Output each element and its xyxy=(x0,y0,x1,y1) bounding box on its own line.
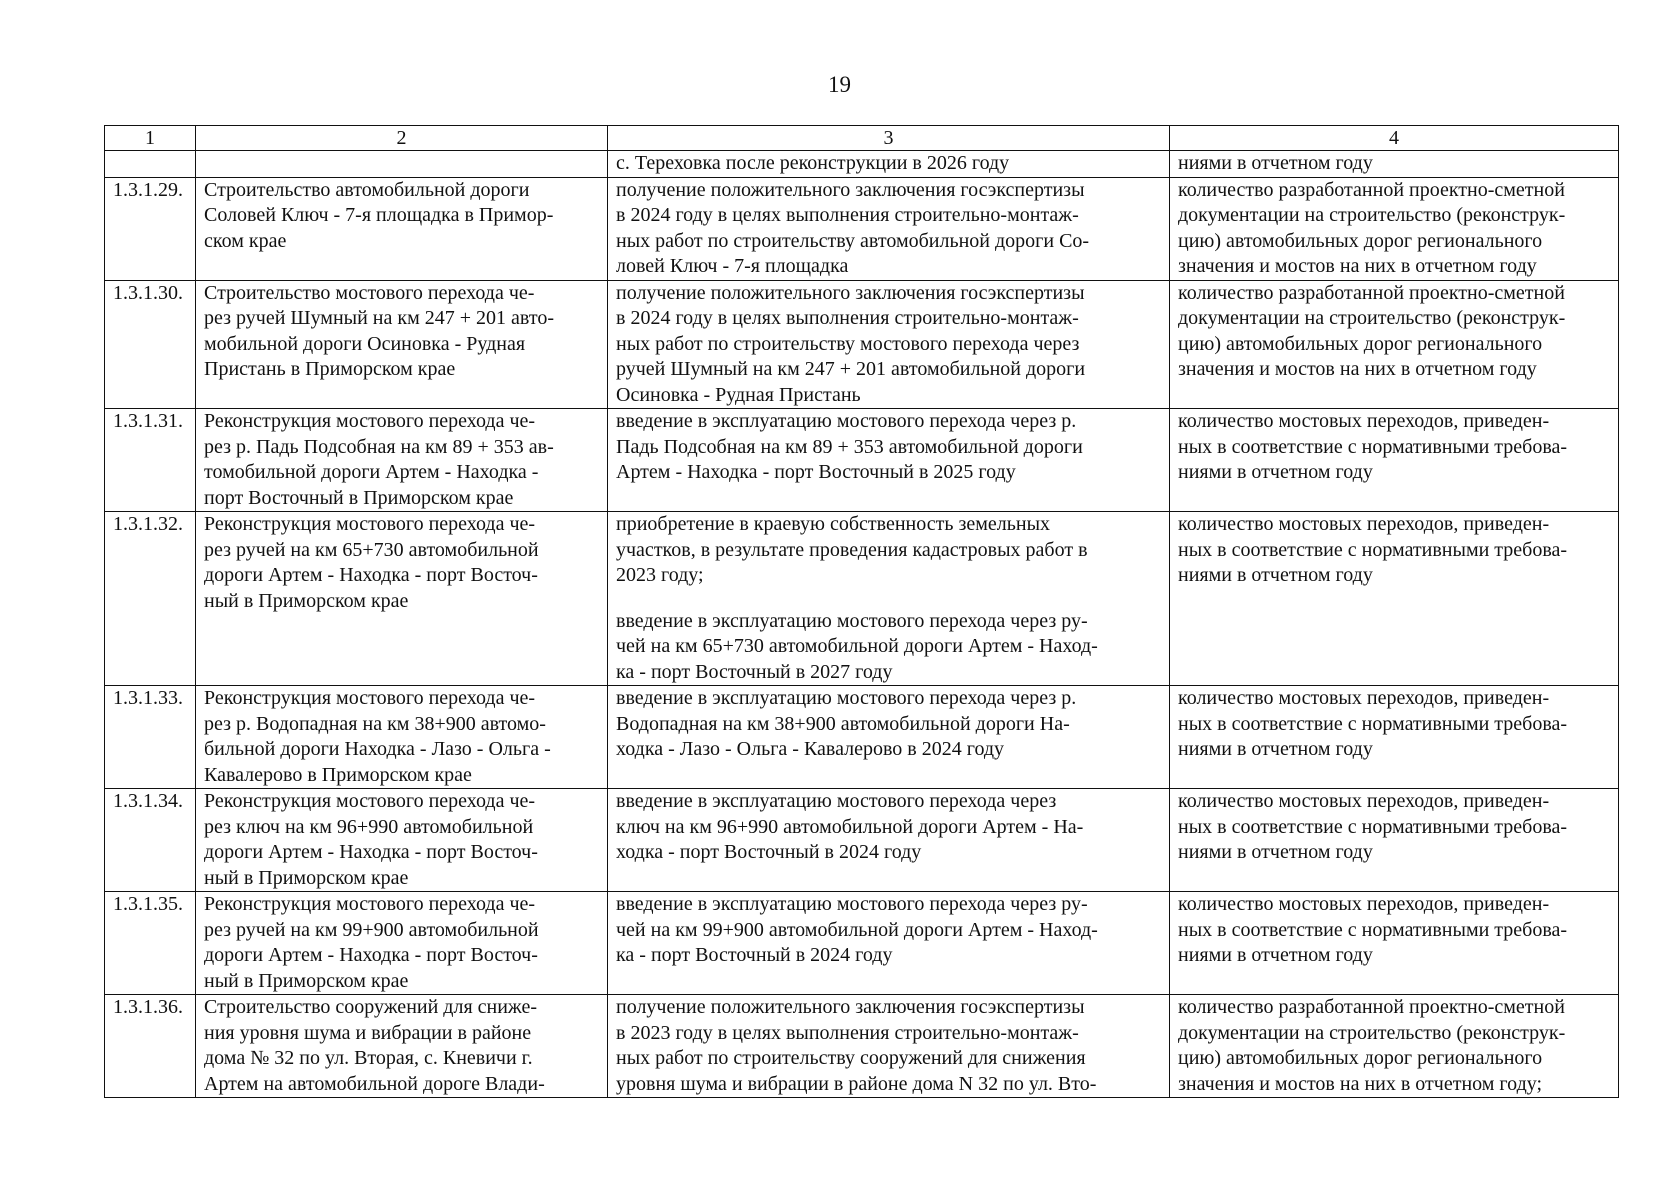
result-line: чей на км 99+900 автомобильной дороги Артем - Наход- xyxy=(616,918,1098,941)
result-line: уровня шума и вибрации в районе дома N 32 по ул. Вто- xyxy=(616,1072,1097,1095)
result-line: получение положительного заключения госэкспертизы xyxy=(616,281,1085,304)
measure-name-line: ния уровня шума и вибрации в районе xyxy=(204,1021,532,1044)
table-row xyxy=(105,995,1619,1098)
result-line: Артем - Находка - порт Восточный в 2025 году xyxy=(616,461,1016,483)
result-line: получение положительного заключения госэкспертизы xyxy=(616,996,1085,1018)
indicator-line: цию) автомобильных дорог регионального xyxy=(1178,332,1543,355)
result-cell xyxy=(608,995,1170,1098)
indicator-line: ниями в отчетном году xyxy=(1178,152,1373,174)
result-cell xyxy=(608,177,1170,280)
measure-name-cell xyxy=(196,892,608,995)
indicator-cell xyxy=(1170,686,1619,789)
result-cell xyxy=(608,686,1170,789)
measure-name-line: Реконструкция мостового перехода че- xyxy=(204,687,536,709)
measure-name-cell xyxy=(196,686,608,789)
result-line: чей на км 65+730 автомобильной дороги Артем - Наход- xyxy=(616,635,1098,657)
measure-name-line: ный в Приморском крае xyxy=(204,589,409,612)
result-cell xyxy=(608,892,1170,995)
measure-name-line: Реконструкция мостового перехода че- xyxy=(204,513,536,535)
measure-name-line: томобильной дороги Артем - Находка - xyxy=(204,461,539,483)
row-number: 1.3.1.30. xyxy=(105,280,196,409)
indicator-cell xyxy=(1170,409,1619,512)
indicator-line: ных в соответствие с нормативными требова- xyxy=(1178,435,1568,458)
indicator-cell xyxy=(1170,789,1619,892)
result-line: получение положительного заключения госэкспертизы xyxy=(616,178,1085,201)
result-line: ных работ по строительству автомобильной дороги Со- xyxy=(616,229,1090,252)
table-row xyxy=(105,280,1619,409)
row-number: 1.3.1.36. xyxy=(105,995,196,1098)
measure-name-line: бильной дороги Находка - Лазо - Ольга - xyxy=(204,738,551,760)
result-cell xyxy=(608,280,1170,409)
indicator-cell xyxy=(1170,995,1619,1098)
row-number: 1.3.1.31. xyxy=(105,409,196,512)
result-line: Падь Подсобная на км 89 + 353 автомобильной дороги xyxy=(616,435,1083,458)
measure-name-line: ском крае xyxy=(204,229,287,252)
result-line: с. Тереховка после реконструкции в 2026 году xyxy=(616,152,1010,174)
result-line: введение в эксплуатацию мостового перехода через р. xyxy=(616,687,1077,709)
indicator-line: ниями в отчетном году xyxy=(1178,461,1373,483)
column-header-4: 4 xyxy=(1170,126,1619,151)
indicator-line: количество мостовых переходов, приведен- xyxy=(1178,410,1550,432)
measure-name-line: Строительство мостового перехода че- xyxy=(204,281,535,304)
result-line: ных работ по строительству сооружений для снижения xyxy=(616,1047,1086,1069)
measure-name-cell xyxy=(196,151,608,178)
indicator-line: ных в соответствие с нормативными требова- xyxy=(1178,538,1568,561)
measure-name-line: Пристань в Приморском крае xyxy=(204,358,456,380)
measure-name-cell xyxy=(196,177,608,280)
measure-name-line: рез р. Водопадная на км 38+900 автомо- xyxy=(204,712,546,735)
result-line: в 2024 году в целях выполнения строительно-монтаж- xyxy=(616,204,1079,226)
row-number: 1.3.1.32. xyxy=(105,512,196,686)
indicator-line: документации на строительство (реконструк- xyxy=(1178,204,1566,226)
indicator-line: количество мостовых переходов, приведен- xyxy=(1178,790,1550,812)
measure-name-line: Реконструкция мостового перехода че- xyxy=(204,893,536,915)
table-row xyxy=(105,151,1619,178)
indicator-line: ных в соответствие с нормативными требова- xyxy=(1178,815,1568,838)
indicator-line: количество мостовых переходов, приведен- xyxy=(1178,513,1550,535)
result-line: ка - порт Восточный в 2027 году xyxy=(616,660,893,683)
row-number xyxy=(105,151,196,178)
result-line: в 2023 году в целях выполнения строительно-монтаж- xyxy=(616,1021,1079,1044)
result-line: введение в эксплуатацию мостового перехода через ру- xyxy=(616,893,1088,915)
result-line: участков, в результате проведения кадастровых работ в xyxy=(616,538,1088,561)
result-line: ловей Ключ - 7-я площадка xyxy=(616,255,849,277)
measure-name-line: ный в Приморском крае xyxy=(204,866,409,889)
measure-name-cell xyxy=(196,280,608,409)
table-row xyxy=(105,177,1619,280)
indicator-cell xyxy=(1170,892,1619,995)
measure-name-line: ный в Приморском крае xyxy=(204,969,409,992)
measure-name-line: Строительство сооружений для сниже- xyxy=(204,996,538,1018)
indicator-line: ных в соответствие с нормативными требова- xyxy=(1178,918,1568,941)
result-line: ручей Шумный на км 247 + 201 автомобильной дороги xyxy=(616,358,1086,380)
measure-name-line: рез р. Падь Подсобная на км 89 + 353 ав- xyxy=(204,435,554,458)
table-row xyxy=(105,686,1619,789)
result-line: введение в эксплуатацию мостового перехода через р. xyxy=(616,410,1077,432)
measures-table xyxy=(104,125,1619,1098)
measure-name-cell xyxy=(196,789,608,892)
row-number: 1.3.1.34. xyxy=(105,789,196,892)
measure-name-line: рез ручей на км 65+730 автомобильной xyxy=(204,538,539,561)
row-number: 1.3.1.33. xyxy=(105,686,196,789)
result-cell xyxy=(608,409,1170,512)
result-line: ходка - Лазо - Ольга - Кавалерово в 2024 году xyxy=(616,738,1005,760)
indicator-line: значения и мостов на них в отчетном году xyxy=(1178,358,1537,380)
measure-name-line: дороги Артем - Находка - порт Восточ- xyxy=(204,564,538,586)
indicator-line: значения и мостов на них в отчетном году; xyxy=(1178,1072,1543,1095)
table-row xyxy=(105,409,1619,512)
measure-name-line: Реконструкция мостового перехода че- xyxy=(204,790,536,812)
page-number: 19 xyxy=(828,72,851,97)
measure-name-line: рез ручей Шумный на км 247 + 201 авто- xyxy=(204,307,554,329)
paragraph-gap xyxy=(616,589,1161,609)
indicator-line: количество разработанной проектно-сметной xyxy=(1178,281,1565,304)
result-line: 2023 году; xyxy=(616,564,704,586)
result-cell xyxy=(608,512,1170,686)
measure-name-cell xyxy=(196,409,608,512)
column-header-1: 1 xyxy=(105,126,196,151)
result-line: приобретение в краевую собственность земельных xyxy=(616,513,1051,535)
measure-name-line: порт Восточный в Приморском крае xyxy=(204,486,514,509)
measure-name-line: дороги Артем - Находка - порт Восточ- xyxy=(204,944,538,966)
result-line: в 2024 году в целях выполнения строительно-монтаж- xyxy=(616,307,1079,329)
column-header-3: 3 xyxy=(608,126,1170,151)
result-line: Водопадная на км 38+900 автомобильной дороги На- xyxy=(616,712,1070,735)
indicator-line: ниями в отчетном году xyxy=(1178,564,1373,586)
result-line: ключ на км 96+990 автомобильной дороги Артем - На- xyxy=(616,815,1084,838)
indicator-line: документации на строительство (реконструк- xyxy=(1178,1021,1566,1044)
indicator-line: ниями в отчетном году xyxy=(1178,841,1373,863)
indicator-cell xyxy=(1170,177,1619,280)
measure-name-line: рез ручей на км 99+900 автомобильной xyxy=(204,918,539,941)
indicator-line: документации на строительство (реконструк- xyxy=(1178,307,1566,329)
measure-name-line: Реконструкция мостового перехода че- xyxy=(204,410,536,432)
result-line: Осиновка - Рудная Пристань xyxy=(616,383,861,406)
measure-name-line: Кавалерово в Приморском крае xyxy=(204,763,472,786)
table-row xyxy=(105,789,1619,892)
measure-name-line: Строительство автомобильной дороги xyxy=(204,178,530,201)
indicator-cell xyxy=(1170,151,1619,178)
measure-name-cell xyxy=(196,512,608,686)
indicator-line: количество мостовых переходов, приведен- xyxy=(1178,893,1550,915)
indicator-line: цию) автомобильных дорог регионального xyxy=(1178,229,1543,252)
result-cell xyxy=(608,151,1170,178)
indicator-line: количество разработанной проектно-сметной xyxy=(1178,996,1565,1018)
indicator-line: количество разработанной проектно-сметной xyxy=(1178,178,1565,201)
measure-name-cell xyxy=(196,995,608,1098)
row-number: 1.3.1.29. xyxy=(105,177,196,280)
result-line: ных работ по строительству мостового перехода через xyxy=(616,332,1080,355)
column-header-2: 2 xyxy=(196,126,608,151)
result-line: ходка - порт Восточный в 2024 году xyxy=(616,841,922,863)
indicator-cell xyxy=(1170,512,1619,686)
measure-name-line: Артем на автомобильной дороге Влади- xyxy=(204,1072,545,1095)
indicator-line: ниями в отчетном году xyxy=(1178,738,1373,760)
table-row xyxy=(105,512,1619,686)
table-row xyxy=(105,892,1619,995)
row-number: 1.3.1.35. xyxy=(105,892,196,995)
measure-name-line: мобильной дороги Осиновка - Рудная xyxy=(204,332,526,355)
indicator-line: цию) автомобильных дорог регионального xyxy=(1178,1047,1543,1069)
result-line: введение в эксплуатацию мостового перехода через xyxy=(616,790,1057,812)
indicator-line: ных в соответствие с нормативными требова- xyxy=(1178,712,1568,735)
result-line: ка - порт Восточный в 2024 году xyxy=(616,944,893,966)
measure-name-line: Соловей Ключ - 7-я площадка в Примор- xyxy=(204,204,554,226)
indicator-line: ниями в отчетном году xyxy=(1178,944,1373,966)
measure-name-line: дома № 32 по ул. Вторая, с. Кневичи г. xyxy=(204,1047,533,1069)
measure-name-line: дороги Артем - Находка - порт Восточ- xyxy=(204,841,538,863)
measure-name-line: рез ключ на км 96+990 автомобильной xyxy=(204,815,534,838)
result-line: введение в эксплуатацию мостового перехода через ру- xyxy=(616,609,1088,632)
indicator-cell xyxy=(1170,280,1619,409)
indicator-line: количество мостовых переходов, приведен- xyxy=(1178,687,1550,709)
indicator-line: значения и мостов на них в отчетном году xyxy=(1178,255,1537,277)
result-cell xyxy=(608,789,1170,892)
header-row xyxy=(105,126,1619,151)
table-body xyxy=(105,151,1619,1098)
